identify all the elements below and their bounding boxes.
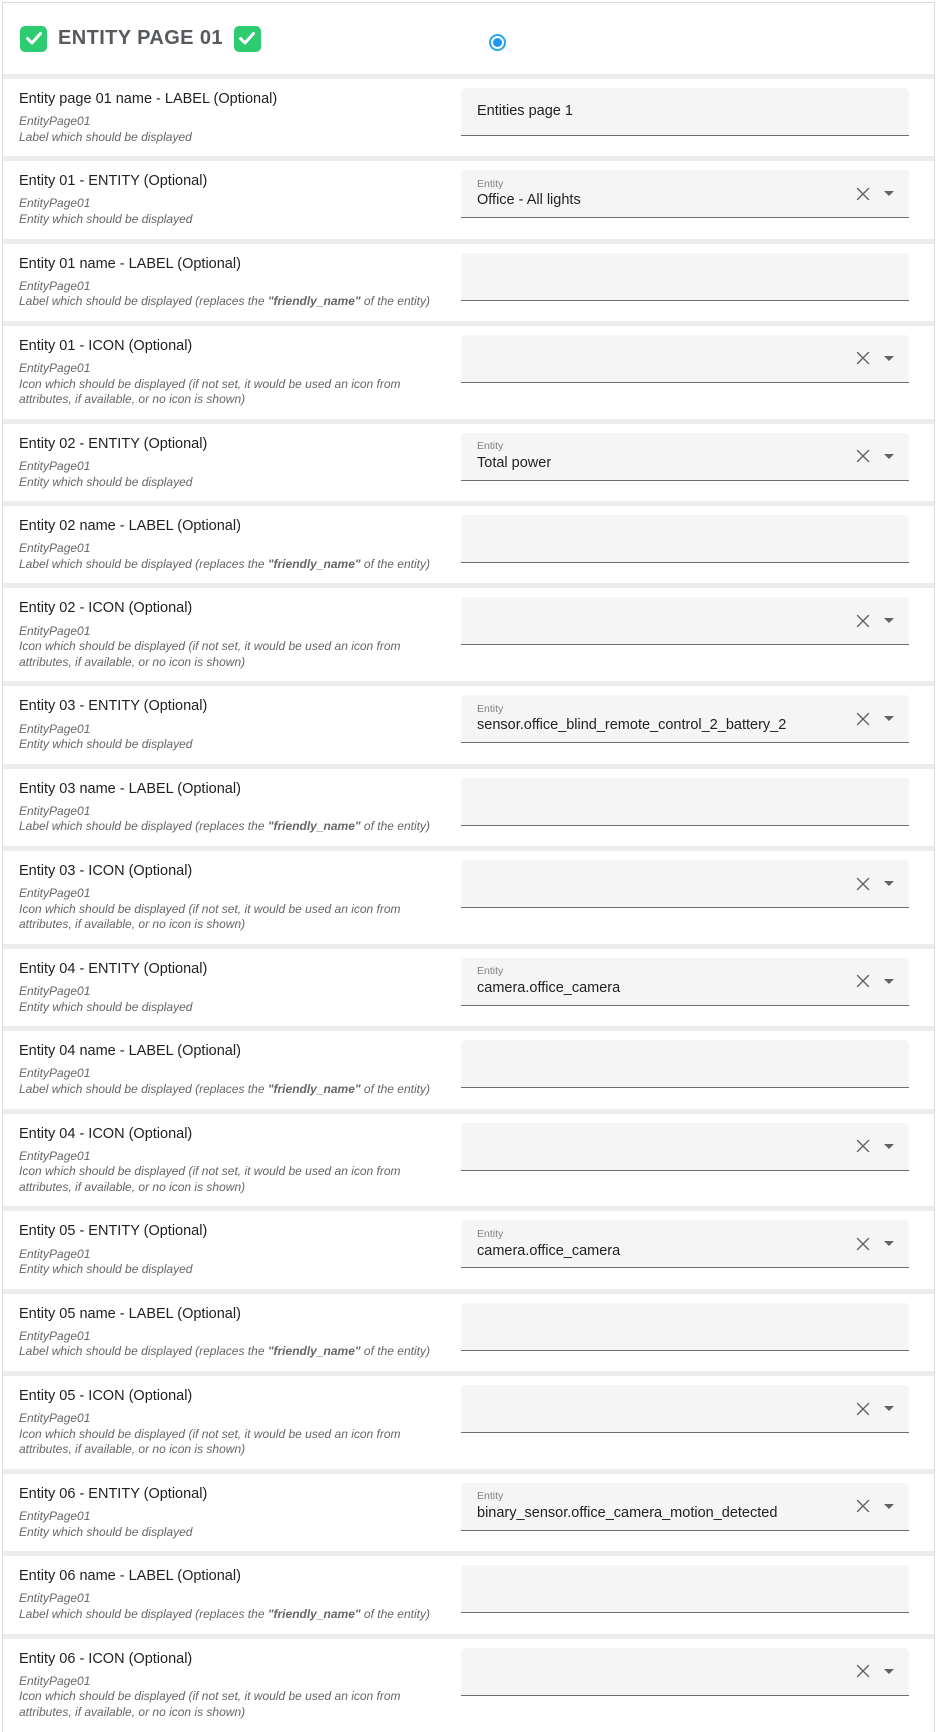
input-field[interactable]	[461, 1648, 909, 1696]
clear-x-icon[interactable]	[855, 613, 871, 629]
clear-x-icon[interactable]	[855, 448, 871, 464]
field-description: Icon which should be displayed (if not set, it would be used an icon from attributes, if available, or no icon is shown)	[19, 1689, 401, 1719]
field-key: EntityPage01	[19, 1673, 91, 1688]
input-field[interactable]	[461, 1385, 909, 1433]
field-description: Label which should be displayed (replaces the "friendly_name" of the entity)	[19, 294, 430, 309]
field-title: Entity 02 - ICON (Optional)	[19, 600, 193, 617]
field-info	[19, 769, 461, 846]
field-title: Entity page 01 name - LABEL (Optional)	[19, 91, 278, 107]
field-info	[19, 424, 461, 501]
clear-x-icon[interactable]	[855, 711, 871, 727]
field-info	[19, 161, 461, 238]
checkmark-icon	[26, 32, 42, 45]
field-info	[19, 1474, 461, 1551]
field-content	[461, 860, 855, 907]
field-content	[461, 695, 855, 742]
field-floating-label: Entity	[477, 1490, 504, 1503]
field-key: EntityPage01	[19, 541, 91, 556]
input-field[interactable]	[461, 88, 909, 136]
field-info	[19, 1294, 461, 1371]
field-content	[461, 1220, 855, 1267]
field-title: Entity 01 - ICON (Optional)	[19, 337, 193, 354]
input-field[interactable]	[461, 170, 909, 218]
form-row	[3, 161, 934, 238]
field-key: EntityPage01	[19, 458, 91, 473]
field-value: Total power	[477, 454, 552, 471]
field-value: Entities page 1	[477, 102, 573, 119]
form-row	[3, 588, 934, 681]
field-description: Entity which should be displayed	[19, 212, 193, 227]
form-row	[3, 686, 934, 763]
input-field[interactable]	[461, 1303, 909, 1351]
input-field[interactable]	[461, 433, 909, 481]
page-title: ENTITY PAGE 01	[58, 27, 223, 49]
form-row	[3, 1294, 934, 1371]
form-row	[3, 326, 934, 419]
field-value: camera.office_camera	[477, 1242, 621, 1259]
field-actions	[855, 695, 909, 742]
field-content	[461, 515, 909, 562]
field-description: Icon which should be displayed (if not set, it would be used an icon from attributes, if available, or no icon is shown)	[19, 376, 401, 407]
chevron-down-icon[interactable]	[884, 1241, 894, 1246]
field-floating-label: Entity	[477, 440, 504, 453]
input-field[interactable]	[461, 515, 909, 563]
field-info	[19, 1114, 461, 1207]
field-title: Entity 02 name - LABEL (Optional)	[19, 518, 241, 535]
input-field[interactable]	[461, 1040, 909, 1088]
field-content	[461, 1303, 909, 1350]
radio-selected-icon	[493, 38, 502, 47]
chevron-down-icon[interactable]	[884, 881, 894, 886]
form-row	[3, 79, 934, 156]
field-content	[461, 335, 855, 382]
field-info	[19, 79, 461, 156]
input-field[interactable]	[461, 1220, 909, 1268]
field-key: EntityPage01	[19, 886, 91, 901]
form-row	[3, 424, 934, 501]
field-info	[19, 949, 461, 1026]
field-title: Entity 04 - ENTITY (Optional)	[19, 960, 208, 977]
field-info	[19, 1031, 461, 1108]
field-description: Entity which should be displayed	[19, 737, 193, 752]
field-key: EntityPage01	[19, 1411, 91, 1426]
field-description: Label which should be displayed	[19, 129, 192, 144]
field-content	[461, 433, 855, 480]
field-content	[461, 1385, 855, 1432]
field-description: Entity which should be displayed	[19, 1262, 193, 1277]
section-enabled-checkbox-left[interactable]	[20, 26, 47, 52]
form-rows	[3, 79, 934, 1732]
field-actions	[855, 1123, 909, 1170]
form-row	[3, 949, 934, 1026]
input-field[interactable]	[461, 335, 909, 383]
field-key: EntityPage01	[19, 803, 91, 818]
form-row	[3, 1031, 934, 1108]
clear-x-icon[interactable]	[855, 1663, 871, 1679]
field-title: Entity 01 name - LABEL (Optional)	[19, 255, 241, 272]
field-key: EntityPage01	[19, 721, 91, 736]
clear-x-icon[interactable]	[855, 1401, 871, 1417]
field-actions	[855, 170, 909, 217]
clear-x-icon[interactable]	[855, 1498, 871, 1514]
field-value: binary_sensor.office_camera_motion_detected	[477, 1505, 778, 1522]
field-description: Label which should be displayed (replaces the "friendly_name" of the entity)	[19, 1607, 430, 1621]
chevron-down-icon[interactable]	[884, 1144, 894, 1149]
field-description: Label which should be displayed (replaces the "friendly_name" of the entity)	[19, 1081, 430, 1096]
form-row	[3, 1211, 934, 1288]
field-value: sensor.office_blind_remote_control_2_battery_2	[477, 717, 787, 734]
field-title: Entity 05 name - LABEL (Optional)	[19, 1305, 241, 1322]
checkmark-icon	[239, 32, 255, 45]
field-key: EntityPage01	[19, 1066, 91, 1081]
field-key: EntityPage01	[19, 1328, 91, 1343]
field-description: Entity which should be displayed	[19, 1524, 193, 1539]
clear-x-icon[interactable]	[855, 876, 871, 892]
field-actions	[855, 335, 909, 382]
field-actions	[855, 1385, 909, 1432]
field-title: Entity 03 - ICON (Optional)	[19, 863, 193, 879]
field-description: Icon which should be displayed (if not set, it would be used an icon from attributes, if available, or no icon is shown)	[19, 901, 401, 932]
chevron-down-icon[interactable]	[884, 618, 894, 623]
input-field[interactable]	[461, 695, 909, 743]
field-title: Entity 06 - ENTITY (Optional)	[19, 1485, 208, 1502]
config-page	[2, 2, 935, 1732]
form-row	[3, 769, 934, 846]
clear-x-icon[interactable]	[855, 1236, 871, 1252]
field-info	[19, 851, 461, 944]
field-content	[461, 1123, 855, 1170]
clear-x-icon[interactable]	[855, 1138, 871, 1154]
field-info	[19, 588, 461, 681]
field-content	[461, 170, 855, 217]
field-info	[19, 1556, 461, 1633]
input-field[interactable]	[461, 958, 909, 1006]
chevron-down-icon[interactable]	[884, 1406, 894, 1411]
field-title: Entity 01 - ENTITY (Optional)	[19, 173, 208, 190]
input-field[interactable]	[461, 1565, 909, 1613]
field-key: EntityPage01	[19, 1148, 91, 1163]
field-floating-label: Entity	[477, 702, 504, 715]
field-actions	[855, 958, 909, 1005]
field-title: Entity 05 - ENTITY (Optional)	[19, 1223, 208, 1240]
field-value: camera.office_camera	[477, 980, 621, 996]
field-content	[461, 958, 855, 1005]
field-title: Entity 02 - ENTITY (Optional)	[19, 435, 208, 452]
field-title: Entity 05 - ICON (Optional)	[19, 1388, 193, 1405]
field-floating-label: Entity	[477, 965, 504, 978]
field-key: EntityPage01	[19, 623, 91, 638]
input-field[interactable]	[461, 597, 909, 645]
field-info	[19, 686, 461, 763]
chevron-down-icon[interactable]	[884, 191, 894, 196]
field-description: Label which should be displayed (replaces the "friendly_name" of the entity)	[19, 1344, 430, 1359]
chevron-down-icon[interactable]	[884, 454, 894, 459]
field-info	[19, 506, 461, 583]
page-header	[3, 3, 934, 74]
field-value: Office - All lights	[477, 192, 581, 209]
form-row	[3, 506, 934, 583]
field-title: Entity 04 name - LABEL (Optional)	[19, 1043, 241, 1060]
field-description: Icon which should be displayed (if not set, it would be used an icon from attributes, if available, or no icon is shown)	[19, 1426, 401, 1457]
field-title: Entity 03 name - LABEL (Optional)	[19, 780, 241, 797]
chevron-down-icon[interactable]	[884, 716, 894, 721]
form-row	[3, 851, 934, 944]
field-key: EntityPage01	[19, 114, 91, 129]
input-field[interactable]	[461, 253, 909, 301]
field-info	[19, 326, 461, 419]
field-title: Entity 06 - ICON (Optional)	[19, 1650, 193, 1667]
form-row	[3, 1114, 934, 1207]
field-content	[461, 1648, 855, 1695]
input-field[interactable]	[461, 1123, 909, 1171]
field-actions	[855, 1220, 909, 1267]
field-key: EntityPage01	[19, 984, 91, 999]
chevron-down-icon[interactable]	[884, 1669, 894, 1674]
field-content	[461, 597, 855, 644]
field-info	[19, 244, 461, 321]
field-title: Entity 04 - ICON (Optional)	[19, 1125, 193, 1142]
field-info	[19, 1211, 461, 1288]
field-title: Entity 06 name - LABEL (Optional)	[19, 1568, 241, 1585]
input-field[interactable]	[461, 860, 909, 908]
input-field[interactable]	[461, 1483, 909, 1531]
form-row	[3, 1556, 934, 1633]
clear-x-icon[interactable]	[855, 186, 871, 202]
field-key: EntityPage01	[19, 196, 91, 211]
field-floating-label: Entity	[477, 1227, 504, 1240]
field-content	[461, 1483, 855, 1530]
field-key: EntityPage01	[19, 1246, 91, 1261]
clear-x-icon[interactable]	[855, 973, 871, 989]
form-row	[3, 1639, 934, 1732]
field-actions	[855, 860, 909, 907]
field-description: Icon which should be displayed (if not set, it would be used an icon from attributes, if available, or no icon is shown)	[19, 639, 401, 669]
input-field[interactable]	[461, 778, 909, 826]
chevron-down-icon[interactable]	[884, 979, 894, 984]
chevron-down-icon[interactable]	[884, 1504, 894, 1509]
field-content	[461, 778, 909, 825]
field-floating-label: Entity	[477, 177, 504, 190]
field-key: EntityPage01	[19, 1591, 91, 1606]
field-info	[19, 1376, 461, 1469]
form-row	[3, 244, 934, 321]
form-row	[3, 1474, 934, 1551]
field-content	[461, 253, 909, 300]
field-description: Icon which should be displayed (if not set, it would be used an icon from attributes, if available, or no icon is shown)	[19, 1164, 401, 1194]
field-content	[461, 1565, 909, 1612]
field-actions	[855, 1648, 909, 1695]
clear-x-icon[interactable]	[855, 350, 871, 366]
field-content	[461, 1040, 909, 1087]
field-content	[461, 88, 909, 135]
field-actions	[855, 597, 909, 644]
field-key: EntityPage01	[19, 278, 91, 293]
field-info	[19, 1639, 461, 1732]
field-key: EntityPage01	[19, 361, 91, 376]
field-description: Label which should be displayed (replaces the "friendly_name" of the entity)	[19, 556, 430, 571]
field-title: Entity 03 - ENTITY (Optional)	[19, 698, 208, 715]
field-actions	[855, 433, 909, 480]
section-enabled-checkbox-right[interactable]	[234, 26, 261, 52]
chevron-down-icon[interactable]	[884, 356, 894, 361]
section-radio-button[interactable]	[489, 34, 506, 51]
field-description: Label which should be displayed (replaces the "friendly_name" of the entity)	[19, 819, 430, 834]
field-actions	[855, 1483, 909, 1530]
field-description: Entity which should be displayed	[19, 999, 193, 1014]
field-description: Entity which should be displayed	[19, 474, 193, 489]
form-row	[3, 1376, 934, 1469]
field-key: EntityPage01	[19, 1509, 91, 1524]
